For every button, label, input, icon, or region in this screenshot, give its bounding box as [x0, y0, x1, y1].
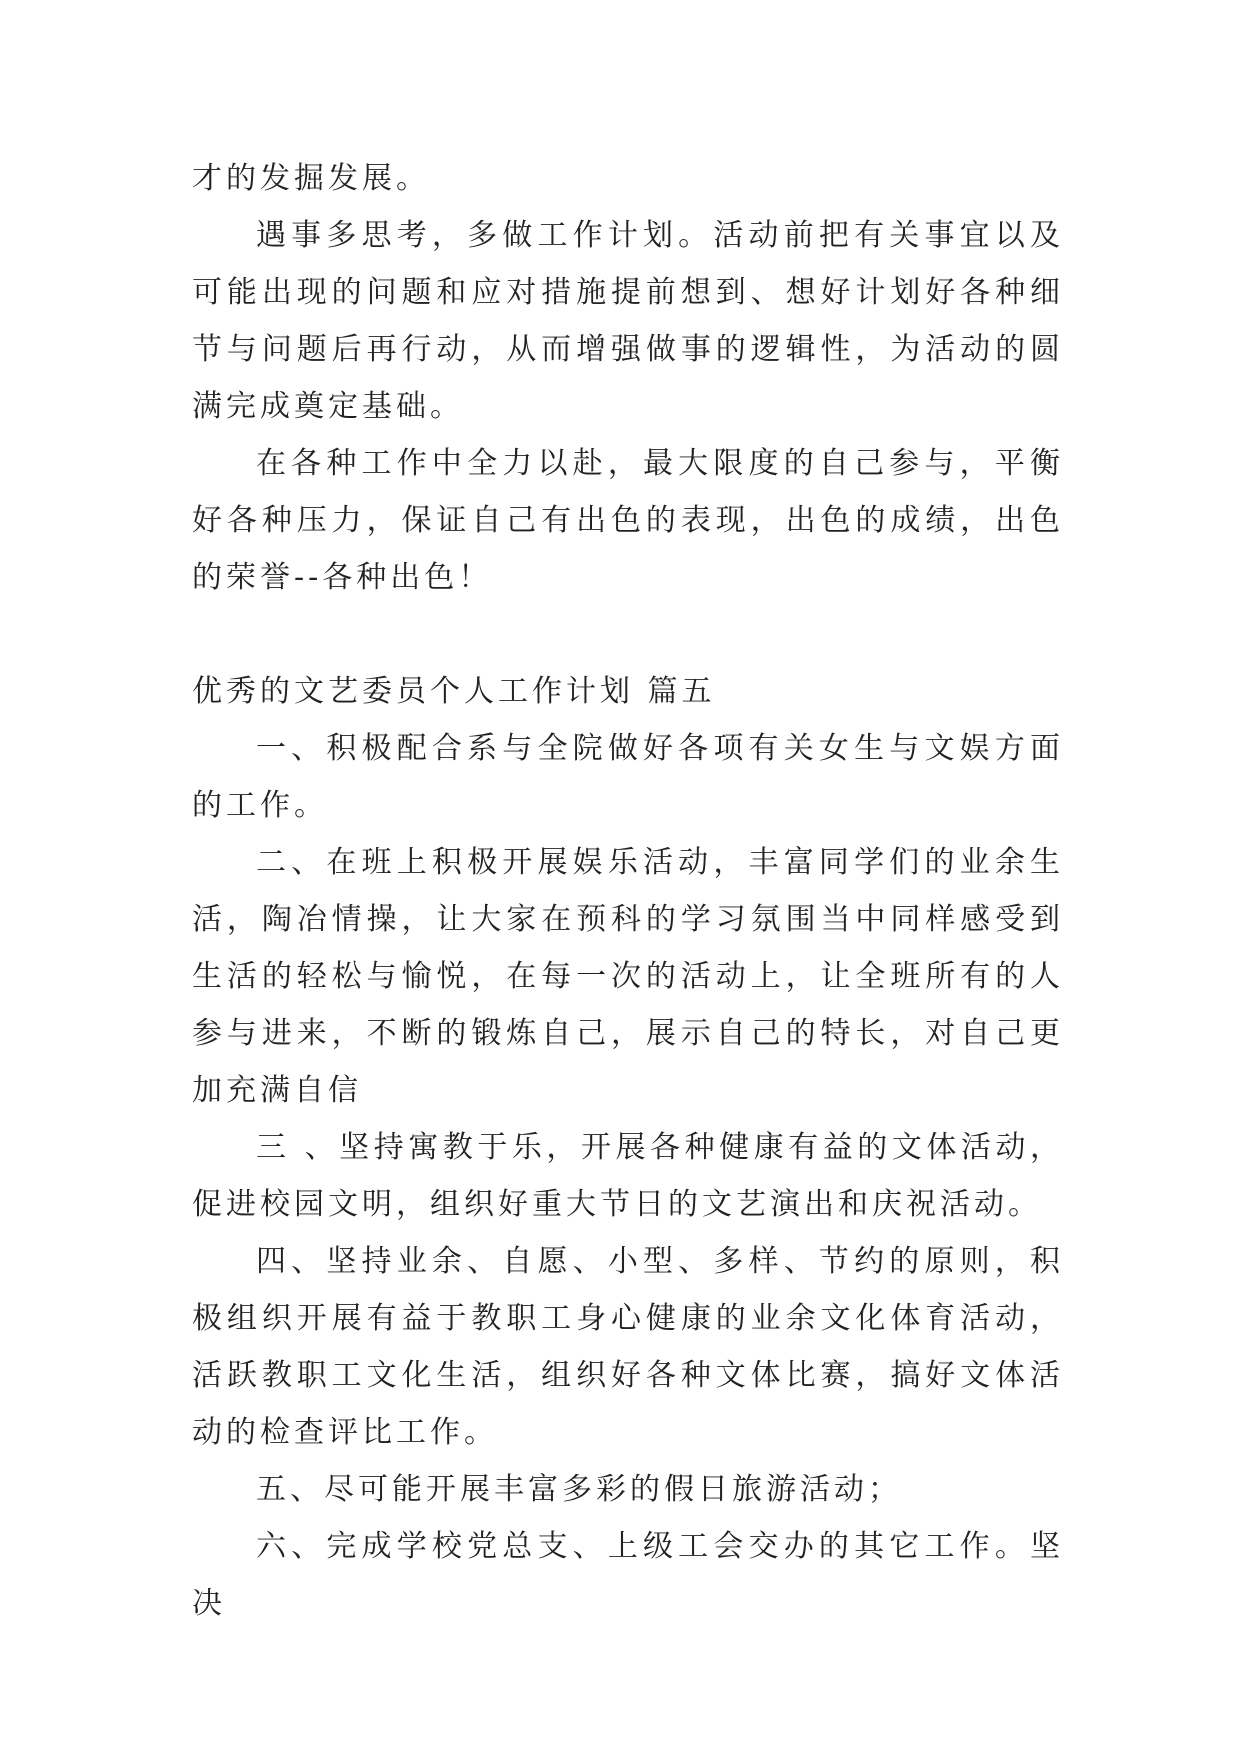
list-item: 五、尽可能开展丰富多彩的假日旅游活动； — [256, 1472, 902, 1507]
list-item: 四、坚持业余、自愿、小型、多样、节约的原则，积极组织开展有益于教职工身心健康的业余文化体育活动，活跃教职工文化生活，组织好各种文体比赛，搞好文体活动的检查评比工作。 — [192, 1244, 1064, 1450]
paragraph: 遇事多思考，多做工作计划。活动前把有关事宜以及可能出现的问题和应对措施提前想到、想好计划好各种细节与问题后再行动，从而增强做事的逻辑性，为活动的圆满完成奠定基础。 — [192, 218, 1064, 424]
list-item: 一、积极配合系与全院做好各项有关女生与文娱方面的工作。 — [192, 731, 1064, 823]
section-title: 优秀的文艺委员个人工作计划 篇五 — [192, 674, 716, 709]
list-item: 三 、坚持寓教于乐，开展各种健康有益的文体活动，促进校园文明，组织好重大节日的文艺演出和庆祝活动。 — [192, 1130, 1064, 1222]
list-item: 二、在班上积极开展娱乐活动，丰富同学们的业余生活，陶冶情操，让大家在预科的学习氛围当中同样感受到生活的轻松与愉悦，在每一次的活动上，让全班所有的人参与进来，不断的锻炼自己，展示自己的特长，对自己更加充满自信 — [192, 845, 1064, 1108]
paragraph: 在各种工作中全力以赴，最大限度的自己参与，平衡好各种压力，保证自己有出色的表现，出色的成绩，出色的荣誉--各种出色！ — [192, 446, 1064, 595]
paragraph: 才的发掘发展。 — [192, 161, 430, 196]
list-item: 六、完成学校党总支、上级工会交办的其它工作。坚决 — [192, 1529, 1064, 1621]
document-body — [192, 150, 1064, 1632]
